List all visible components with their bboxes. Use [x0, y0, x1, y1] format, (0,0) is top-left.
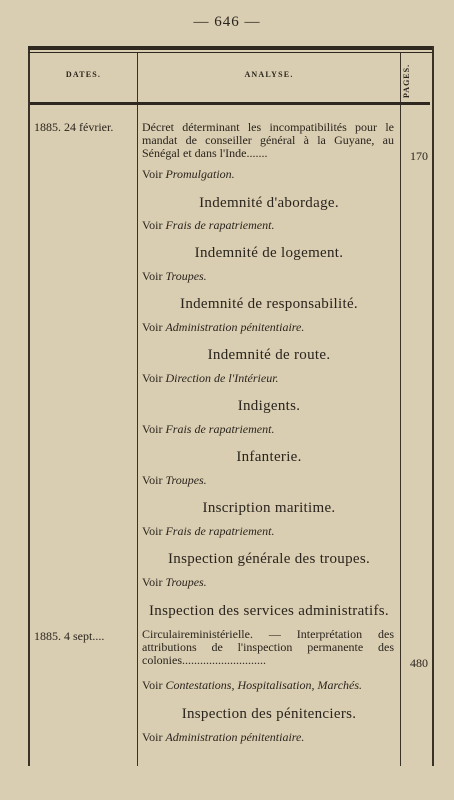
- voir-line: [142, 371, 398, 386]
- entry-heading: Infanterie.: [236, 449, 302, 465]
- entry-heading: Indemnité de route.: [207, 347, 331, 363]
- voir-ref: Frais de rapatriement.: [165, 524, 275, 538]
- entry-date: 1885. 4 sept....: [34, 629, 105, 643]
- voir-line: [142, 269, 398, 284]
- voir-line: [142, 167, 398, 182]
- voir-line: [142, 678, 398, 693]
- voir-ref: Administration pénitentiaire.: [165, 730, 305, 744]
- voir-line: [142, 422, 398, 437]
- voir-label: Voir: [142, 473, 163, 487]
- entry-heading: Indemnité d'abordage.: [199, 195, 339, 211]
- entry-page: 480: [410, 656, 428, 670]
- entry-heading: Indigents.: [237, 398, 301, 414]
- voir-ref: Troupes.: [165, 473, 207, 487]
- entry-heading: Indemnité de logement.: [194, 245, 344, 261]
- header-pages-label: PAGES.: [402, 63, 411, 98]
- voir-ref: Frais de rapatriement.: [165, 218, 275, 232]
- entry-heading: Inscription maritime.: [202, 500, 336, 516]
- voir-label: Voir: [142, 422, 163, 436]
- voir-line: [142, 473, 398, 488]
- voir-label: Voir: [142, 678, 163, 692]
- entry-heading: Indemnité de responsabilité.: [180, 296, 358, 312]
- top-rule: [28, 46, 432, 50]
- voir-ref: Troupes.: [165, 269, 207, 283]
- voir-line: [142, 218, 398, 233]
- voir-label: Voir: [142, 167, 163, 181]
- voir-label: Voir: [142, 524, 163, 538]
- entry-heading: Inspection générale des troupes.: [167, 551, 371, 567]
- top-rule-thin: [28, 52, 432, 53]
- voir-ref: Frais de rapatriement.: [165, 422, 275, 436]
- voir-line: [142, 730, 398, 745]
- voir-label: Voir: [142, 730, 163, 744]
- entry-text: Circulaireministérielle. — Interprétation des attributions de l'inspection permanente des colonies............................: [142, 627, 394, 667]
- voir-label: Voir: [142, 269, 163, 283]
- header-rule: [30, 102, 430, 105]
- entry-text: Décret déterminant les incompatibilités pour le mandat de conseiller général à la Guyane, au Sénégal et dans l'Inde.......: [142, 120, 394, 160]
- voir-label: Voir: [142, 218, 163, 232]
- voir-line: [142, 575, 398, 590]
- header-dates: DATES.: [65, 70, 102, 79]
- voir-label: Voir: [142, 320, 163, 334]
- entry-date: 1885. 24 février.: [34, 120, 114, 134]
- entry-heading: Inspection des services administratifs.: [149, 603, 389, 619]
- page-number: — 646 —: [193, 14, 261, 30]
- entry-heading: Inspection des pénitenciers.: [181, 706, 357, 722]
- column-divider-pages: [400, 53, 401, 766]
- voir-label: Voir: [142, 575, 163, 589]
- voir-line: [142, 320, 398, 335]
- voir-ref: Troupes.: [165, 575, 207, 589]
- voir-ref: Promulgation.: [165, 167, 235, 181]
- voir-ref: Administration pénitentiaire.: [165, 320, 305, 334]
- voir-label: Voir: [142, 371, 163, 385]
- voir-line: [142, 524, 398, 539]
- header-pages: [402, 60, 430, 100]
- header-analyse: ANALYSE.: [244, 70, 294, 79]
- voir-ref: Direction de l'Intérieur.: [165, 371, 279, 385]
- voir-ref: Contestations, Hospitalisation, Marchés.: [165, 678, 363, 692]
- entry-page: 170: [410, 149, 428, 163]
